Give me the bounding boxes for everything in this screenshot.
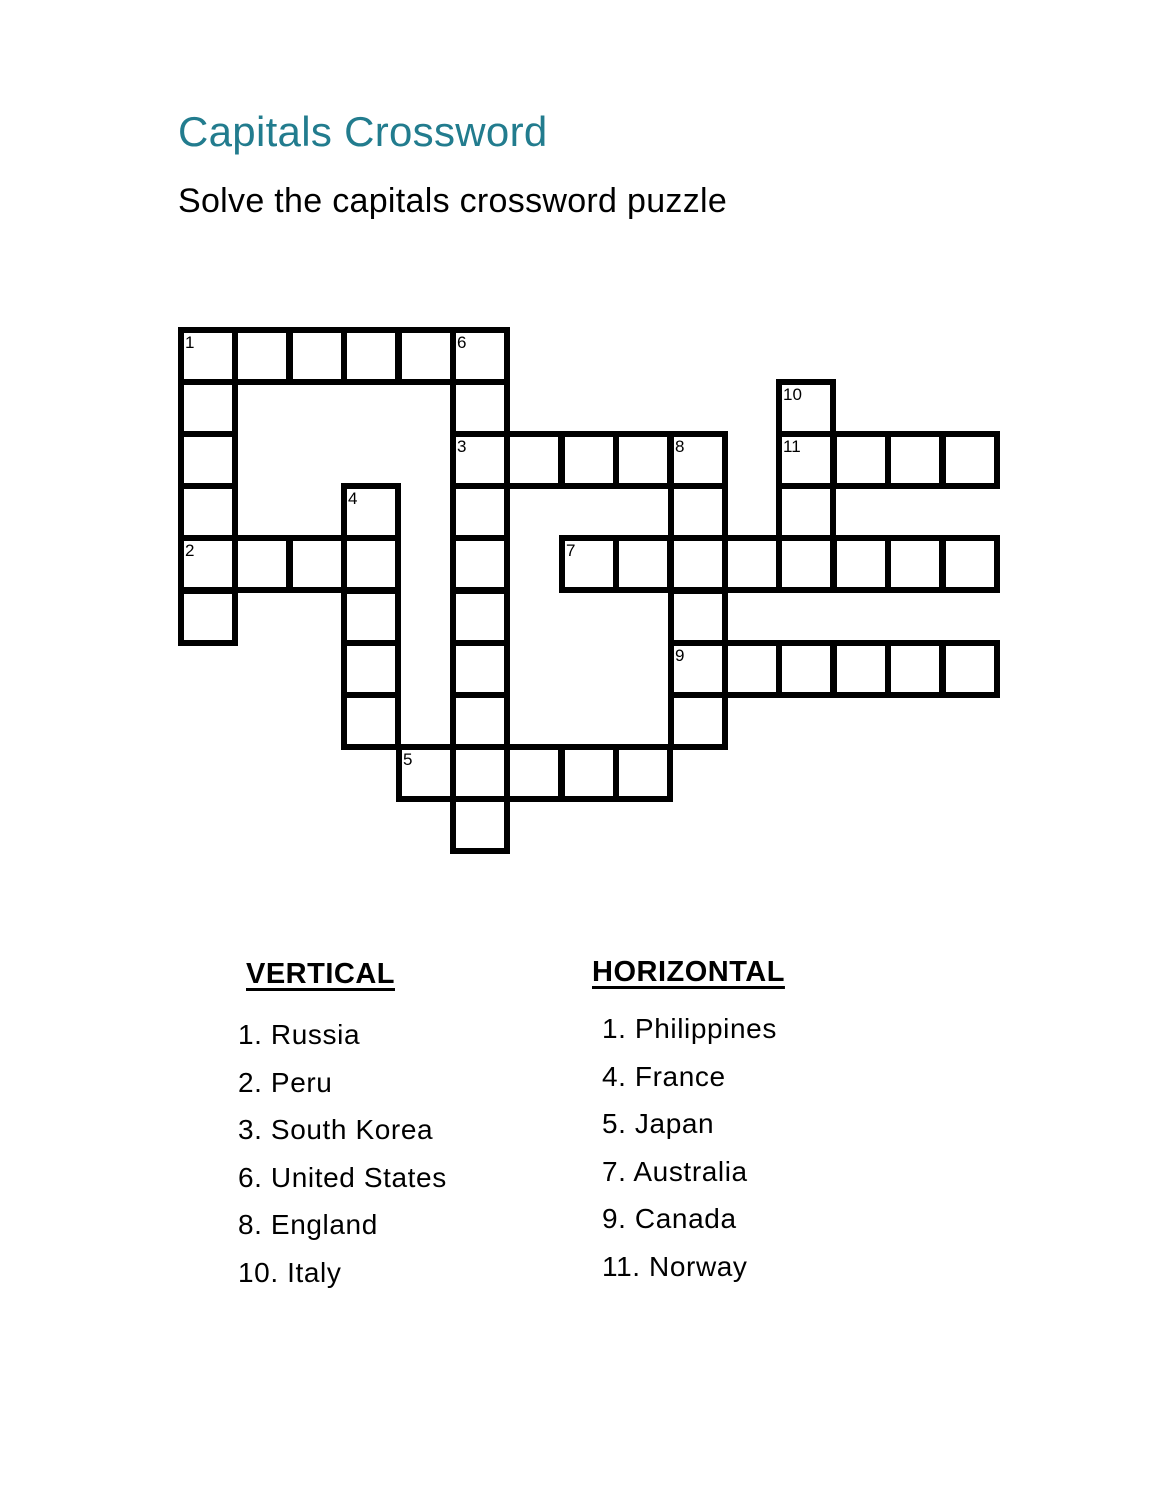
crossword-cell[interactable] [450,379,510,437]
crossword-cell[interactable] [232,327,292,385]
clue-item: 5. Japan [602,1108,715,1139]
crossword-cell[interactable] [776,483,836,541]
crossword-cell[interactable] [559,431,619,489]
crossword-cell[interactable] [450,692,510,750]
crossword-cell[interactable] [450,744,510,802]
clue-number: 2 [185,541,195,560]
crossword-cell[interactable] [178,483,238,541]
clue-number: 6 [457,333,467,352]
crossword-cell[interactable] [450,483,510,541]
crossword-cell[interactable] [940,535,1000,593]
clue-number: 1 [185,333,195,352]
vertical-heading: VERTICAL [246,958,395,990]
crossword-cell[interactable] [396,744,456,802]
crossword-cell[interactable] [940,431,1000,489]
clue-item: 10. Italy [238,1256,342,1288]
clue-number: 10 [783,385,802,404]
crossword-cell[interactable] [504,744,564,802]
crossword-cell[interactable] [287,327,347,385]
crossword-cell[interactable] [776,431,836,489]
crossword-cell[interactable] [450,535,510,593]
crossword-cell[interactable] [722,640,782,698]
crossword-cell[interactable] [668,588,728,646]
crossword-cell[interactable] [613,535,673,593]
crossword-cell[interactable] [341,535,401,593]
crossword-cell[interactable] [178,431,238,489]
crossword-cell[interactable] [232,535,292,593]
crossword-cell[interactable] [178,379,238,437]
clue-number: 11 [783,437,801,456]
crossword-cell[interactable] [668,692,728,750]
crossword-cell[interactable] [885,535,945,593]
clue-item: 1. Philippines [602,1013,777,1044]
clue-number: 8 [675,437,685,456]
page-subtitle: Solve the capitals crossword puzzle [178,182,728,220]
crossword-cell[interactable] [450,640,510,698]
clue-number: 7 [566,541,576,560]
crossword-cell[interactable] [396,327,456,385]
horizontal-clues [592,956,785,1290]
crossword-cell[interactable] [178,327,238,385]
clue-item: 7. Australia [602,1155,748,1187]
crossword-cell[interactable] [668,640,728,698]
crossword-cell[interactable] [613,431,673,489]
crossword-cell[interactable] [940,640,1000,698]
crossword-cell[interactable] [178,535,238,593]
horizontal-heading: HORIZONTAL [592,956,785,988]
crossword-cell[interactable] [831,431,891,489]
crossword-cell[interactable] [776,379,836,437]
crossword-cell[interactable] [668,535,728,593]
crossword-cell[interactable] [341,483,401,541]
crossword-cell[interactable] [776,535,836,593]
crossword-cell[interactable] [341,692,401,750]
crossword-cell[interactable] [178,588,238,646]
crossword-cell[interactable] [341,327,401,385]
crossword-cell[interactable] [668,483,728,541]
crossword-cell[interactable] [831,640,891,698]
page-title: Capitals Crossword [178,108,548,155]
crossword-cell[interactable] [559,535,619,593]
crossword-cell[interactable] [287,535,347,593]
clue-item: 9. Canada [602,1203,737,1234]
clue-item: 8. England [238,1209,378,1240]
crossword-cell[interactable] [341,640,401,698]
clue-item: 2. Peru [238,1066,333,1098]
crossword-cell[interactable] [559,744,619,802]
clue-item: 3. South Korea [238,1114,434,1145]
crossword-cell[interactable] [885,431,945,489]
crossword-cell[interactable] [341,588,401,646]
clue-number: 9 [675,646,685,665]
crossword-cell[interactable] [450,431,510,489]
crossword-cell[interactable] [450,588,510,646]
clue-number: 3 [457,437,467,456]
crossword-cell[interactable] [450,327,510,385]
clue-number: 5 [403,750,413,769]
clue-item: 1. Russia [238,1019,361,1050]
crossword-cell[interactable] [613,744,673,802]
crossword-cell[interactable] [504,431,564,489]
crossword-cell[interactable] [885,640,945,698]
clue-item: 6. United States [238,1161,447,1193]
crossword-cell[interactable] [668,431,728,489]
crossword-cell[interactable] [450,796,510,854]
clue-item: 4. France [602,1060,726,1092]
crossword-cell[interactable] [831,535,891,593]
vertical-clues [238,958,447,1296]
crossword-cell[interactable] [776,640,836,698]
crossword-cell[interactable] [722,535,782,593]
clue-number: 4 [348,489,358,508]
clue-item: 11. Norway [602,1250,748,1282]
